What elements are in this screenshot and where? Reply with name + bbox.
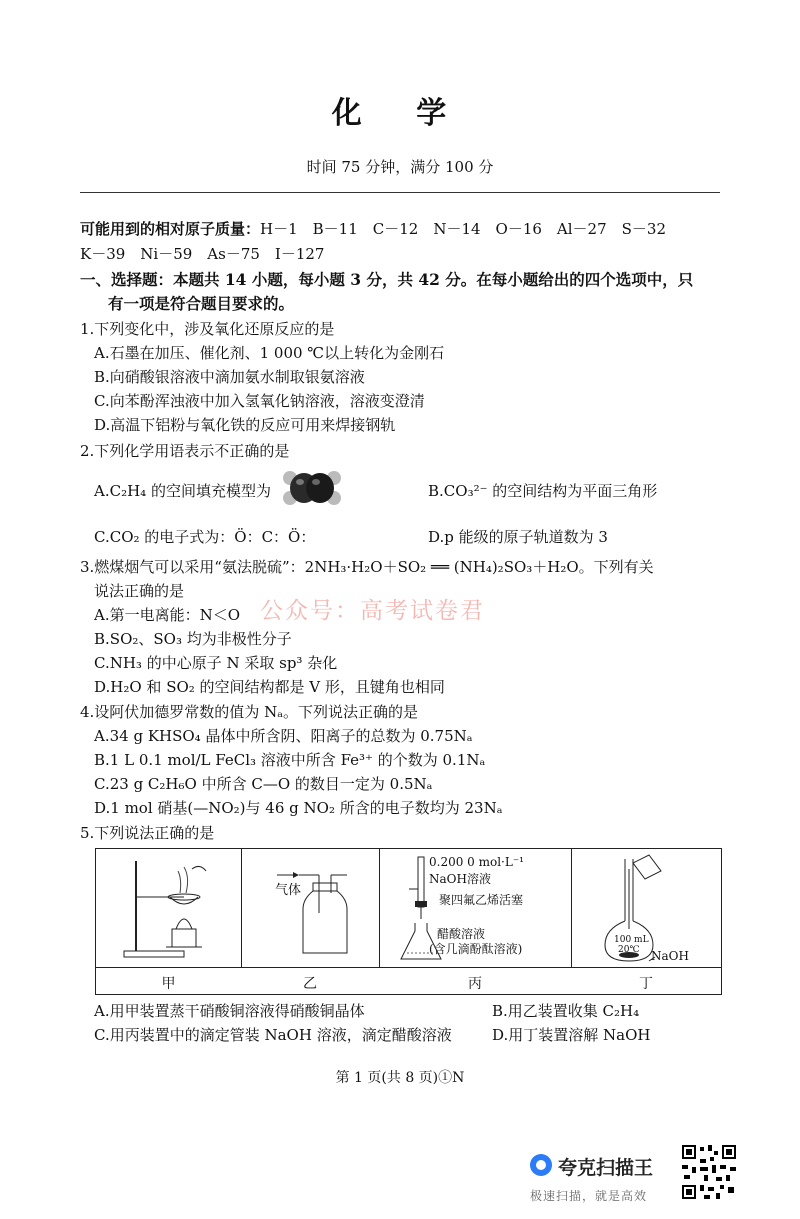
q4-option-c: C.23 g C₂H₆O 中所含 C—O 的数目一定为 0.5Nₐ <box>94 775 433 793</box>
label-ding: 丁 <box>639 976 653 992</box>
evaporation-setup-drawing <box>96 849 241 967</box>
q2-option-d: D.p 能级的原子轨道数为 3 <box>428 528 608 546</box>
section-heading-2: 有一项是符合题目要求的。 <box>108 294 295 313</box>
yi-gas-label: 气体 <box>275 883 302 898</box>
q3-stem-2: 说法正确的是 <box>94 582 185 600</box>
ding-volume-label: 100 mL <box>614 935 649 945</box>
q1-option-d: D.高温下铝粉与氧化铁的反应可用来焊接钢轨 <box>94 416 396 434</box>
q1-option-b: B.向硝酸银溶液中滴加氨水制取银氨溶液 <box>94 368 365 386</box>
label-bing: 丙 <box>468 976 482 992</box>
q5-option-a: A.用甲装置蒸干硝酸铜溶液得硝酸铜晶体 <box>94 1002 365 1020</box>
header-divider <box>80 192 720 193</box>
q5-option-b: B.用乙装置收集 C₂H₄ <box>492 1002 640 1020</box>
q1-option-a: A.石墨在加压、催化剂、1 000 ℃以上转化为金刚石 <box>94 344 445 362</box>
q3-stem-1: 3.燃煤烟气可以采用“氨法脱硫”：2NH₃·H₂O＋SO₂ ══ (NH₄)₂SO₃＋H₂O。下列有关 <box>80 558 654 576</box>
volumetric-flask-drawing <box>571 849 721 967</box>
q3-option-b: B.SO₂、SO₃ 均为非极性分子 <box>94 630 292 648</box>
q4-option-b: B.1 L 0.1 mol/L FeCl₃ 溶液中所含 Fe³⁺ 的个数为 0.1Nₐ <box>94 751 486 769</box>
q4-stem: 4.设阿伏加德罗常数的值为 Nₐ。下列说法正确的是 <box>80 703 418 721</box>
scanner-logo-icon <box>530 1154 552 1176</box>
atomic-mass-line-1 <box>80 218 666 239</box>
atomic-mass-values-1: H－1 B－11 C－12 N－14 O－16 Al－27 S－32 <box>260 220 666 238</box>
apparatus-ding <box>571 849 721 967</box>
bing-acid-label: 醋酸溶液 <box>437 927 486 941</box>
q3-option-a: A.第一电离能：N＜O <box>94 606 241 624</box>
q4-option-d: D.1 mol 硝基(—NO₂)与 46 g NO₂ 所含的电子数均为 23Nₐ <box>94 799 503 817</box>
gas-collection-bottle-drawing <box>241 849 379 967</box>
apparatus-yi <box>241 849 380 967</box>
q3-option-d: D.H₂O 和 SO₂ 的空间结构都是 V 形，且键角也相同 <box>94 678 445 696</box>
q1-stem: 1.下列变化中，涉及氧化还原反应的是 <box>80 320 335 338</box>
section-heading-1: 一、选择题：本题共 14 小题，每小题 3 分，共 42 分。在每小题给出的四个选项中，只 <box>80 270 694 289</box>
atomic-mass-label: 可能用到的相对原子质量： <box>80 220 261 238</box>
q2-option-c: C.CO₂ 的电子式为：Ö：C：Ö： <box>94 528 316 546</box>
q4-option-a: A.34 g KHSO₄ 晶体中所含阴、阳离子的总数为 0.75Nₐ <box>94 727 473 745</box>
label-jia: 甲 <box>161 976 176 992</box>
page-footer: 第 1 页(共 8 页)①N <box>335 1070 465 1086</box>
apparatus-bing <box>379 849 572 967</box>
bing-stopcock-label: 聚四氟乙烯活塞 <box>439 893 524 907</box>
scanner-slogan: 极速扫描，就是高效 <box>530 1189 648 1203</box>
page-title: 化 学 <box>331 96 469 131</box>
scanner-name: 夸克扫描王 <box>558 1157 654 1179</box>
ethylene-space-filling-model <box>282 468 342 508</box>
qr-code-icon <box>680 1143 738 1201</box>
q2-option-b: B.CO₃²⁻ 的空间结构为平面三角形 <box>428 482 658 500</box>
apparatus-label-row <box>96 967 721 995</box>
q2-option-a: A.C₂H₄ 的空间填充模型为 <box>94 482 271 500</box>
apparatus-figure <box>95 848 722 995</box>
bing-indicator-label: (含几滴酚酞溶液) <box>429 942 523 956</box>
apparatus-jia <box>96 849 242 967</box>
q3-option-c: C.NH₃ 的中心原子 N 采取 sp³ 杂化 <box>94 654 338 672</box>
q5-option-c: C.用丙装置中的滴定管装 NaOH 溶液，滴定醋酸溶液 <box>94 1026 452 1044</box>
ding-naoh-label: NaOH <box>651 949 689 963</box>
bing-concentration: 0.200 0 mol·L⁻¹ <box>429 855 524 869</box>
watermark-text: 公众号：高考试卷君 <box>260 598 485 624</box>
atomic-mass-values-2: K－39 Ni－59 As－75 I－127 <box>80 245 325 263</box>
q1-option-c: C.向苯酚浑浊液中加入氢氧化钠溶液，溶液变澄清 <box>94 392 425 410</box>
q5-option-d: D.用丁装置溶解 NaOH <box>492 1026 651 1044</box>
label-yi: 乙 <box>303 976 317 992</box>
q5-stem: 5.下列说法正确的是 <box>80 824 215 842</box>
bing-naoh-label: NaOH溶液 <box>429 872 491 886</box>
exam-time-info: 时间 75 分钟，满分 100 分 <box>306 158 494 176</box>
q2-stem: 2.下列化学用语表示不正确的是 <box>80 442 290 460</box>
ding-temp-label: 20℃ <box>618 945 640 955</box>
